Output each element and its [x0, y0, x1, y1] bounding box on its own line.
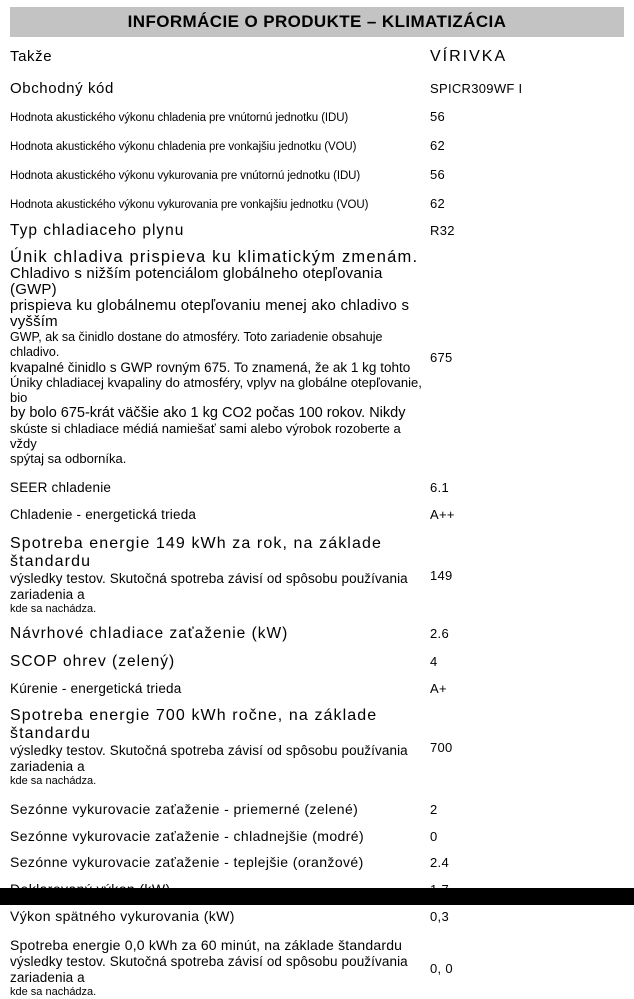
energy-block-line: Spotreba energie 149 kWh za rok, na základe štandardu	[10, 535, 382, 570]
table-row-seasonal-load-colder	[10, 829, 624, 844]
gwp-paragraph-line: Chladivo s nižším potenciálom globálneho otepľovania (GWP)	[10, 265, 383, 298]
gwp-paragraph-line: GWP, ak sa činidlo dostane do atmosféry. Toto zariadenie obsahuje chladivo.	[10, 330, 383, 359]
energy-block-line: výsledky testov. Skutočná spotreba závisí od spôsobu používania zariadenia a	[10, 743, 408, 774]
energy-block-line: kde sa nachádza.	[10, 603, 97, 615]
gwp-paragraph-line: Únik chladiva prispieva ku klimatickým zmenám.	[10, 248, 419, 266]
row-value: 2.6	[430, 626, 449, 641]
table-row-seasonal-load-average	[10, 802, 624, 817]
row-value: 0,3	[430, 909, 449, 924]
row-value: 0	[430, 829, 438, 844]
table-row-refrigerant-type	[10, 222, 624, 239]
table-row-commercial-code	[10, 81, 624, 97]
energy-block-line: kde sa nachádza.	[10, 775, 97, 787]
row-label: Typ chladiaceho plynu	[10, 222, 185, 239]
row-label: Návrhové chladiace zaťaženie (kW)	[10, 625, 289, 642]
row-value: 2	[430, 802, 438, 817]
table-row-cooling-energy-class	[10, 507, 624, 522]
row-label: Kúrenie - energetická trieda	[10, 681, 182, 696]
table-row-model	[10, 48, 624, 66]
page-title: INFORMÁCIE O PRODUKTE – KLIMATIZÁCIA	[127, 12, 507, 31]
gwp-paragraph-line: skúste si chladiace médiá namiešať sami alebo výrobok rozoberte a vždy	[10, 421, 401, 451]
table-row-seasonal-load-warmer	[10, 855, 624, 870]
row-value: A++	[430, 507, 455, 522]
table-row-sound-power-heating-idu	[10, 167, 624, 183]
footer-bar	[0, 888, 634, 905]
row-label: Hodnota akustického výkonu vykurovania pre vnútornú jednotku (IDU)	[10, 170, 361, 182]
row-value: 700	[430, 740, 453, 755]
row-value: 2.4	[430, 855, 449, 870]
row-label: Výkon spätného vykurovania (kW)	[10, 908, 235, 924]
row-label: Hodnota akustického výkonu chladenia pre vonkajšiu jednotku (VOU)	[10, 141, 357, 153]
row-value: 0, 0	[430, 960, 453, 976]
gwp-paragraph-line: by bolo 675-krát väčšie ako 1 kg CO2 počas 100 rokov. Nikdy	[10, 405, 406, 421]
row-label	[10, 707, 430, 788]
row-value: 149	[430, 568, 453, 583]
table-row-gwp-paragraph	[10, 248, 624, 466]
row-value: 6.1	[430, 480, 449, 495]
row-label: Sezónne vykurovacie zaťaženie - chladnejšie (modré)	[10, 828, 365, 844]
row-label: Sezónne vykurovacie zaťaženie - priemerné (zelené)	[10, 801, 359, 817]
table-row-backup-heating-capacity	[10, 909, 624, 924]
row-label: SCOP ohrev (zelený)	[10, 653, 176, 670]
row-value: 62	[430, 196, 446, 211]
document-header	[10, 7, 624, 37]
row-value: 675	[430, 349, 453, 365]
table-row-energy-per-60min	[10, 937, 624, 999]
gwp-paragraph-line: kvapalné činidlo s GWP rovným 675. To znamená, že ak 1 kg tohto	[10, 360, 411, 375]
row-label: Hodnota akustického výkonu chladenia pre vnútornú jednotku (IDU)	[10, 112, 349, 124]
row-value: VÍRIVKA	[430, 48, 508, 65]
table-row-heating-energy-class	[10, 681, 624, 696]
row-label: Obchodný kód	[10, 80, 114, 97]
row-label: Chladenie - energetická trieda	[10, 507, 197, 522]
row-value: 56	[430, 167, 446, 182]
row-label	[10, 535, 430, 616]
row-value: 4	[430, 654, 438, 669]
table-row-sound-power-cooling-vou	[10, 138, 624, 154]
row-label: Takže	[10, 48, 53, 65]
table-row-sound-power-cooling-idu	[10, 109, 624, 125]
table-row-design-cooling-load	[10, 625, 624, 642]
energy-block-line: výsledky testov. Skutočná spotreba závisí od spôsobu používania zariadenia a	[10, 571, 408, 602]
row-value: R32	[430, 223, 455, 238]
table-row-seer-cooling	[10, 480, 624, 495]
row-value: 56	[430, 109, 446, 124]
spec-table	[0, 48, 634, 999]
row-label	[10, 937, 430, 999]
table-row-sound-power-heating-vou	[10, 196, 624, 212]
row-value: SPICR309WF I	[430, 81, 523, 96]
table-row-scop-heating	[10, 653, 624, 670]
gwp-paragraph-line: Úniky chladiacej kvapaliny do atmosféry, vplyv na globálne otepľovanie, bio	[10, 375, 422, 405]
energy-block-line: výsledky testov. Skutočná spotreba závisí od spôsobu používania zariadenia a	[10, 954, 408, 985]
row-label	[10, 248, 430, 466]
table-row-annual-energy-heating	[10, 707, 624, 788]
row-label: Sezónne vykurovacie zaťaženie - teplejšie (oranžové)	[10, 854, 364, 870]
gwp-paragraph-line: spýtaj sa odborníka.	[10, 451, 127, 466]
energy-block-line: Spotreba energie 0,0 kWh za 60 minút, na základe štandardu	[10, 937, 403, 953]
energy-block-line: kde sa nachádza.	[10, 986, 97, 998]
gwp-paragraph-line: prispieva ku globálnemu otepľovaniu menej ako chladivo s vyšším	[10, 297, 410, 330]
row-value: 62	[430, 138, 446, 153]
row-label: Hodnota akustického výkonu vykurovania pre vonkajšiu jednotku (VOU)	[10, 199, 369, 211]
row-value: A+	[430, 681, 447, 696]
row-label: SEER chladenie	[10, 480, 112, 495]
energy-block-line: Spotreba energie 700 kWh ročne, na základe štandardu	[10, 707, 378, 742]
table-row-annual-energy-cooling	[10, 535, 624, 616]
product-info-document	[0, 7, 634, 999]
